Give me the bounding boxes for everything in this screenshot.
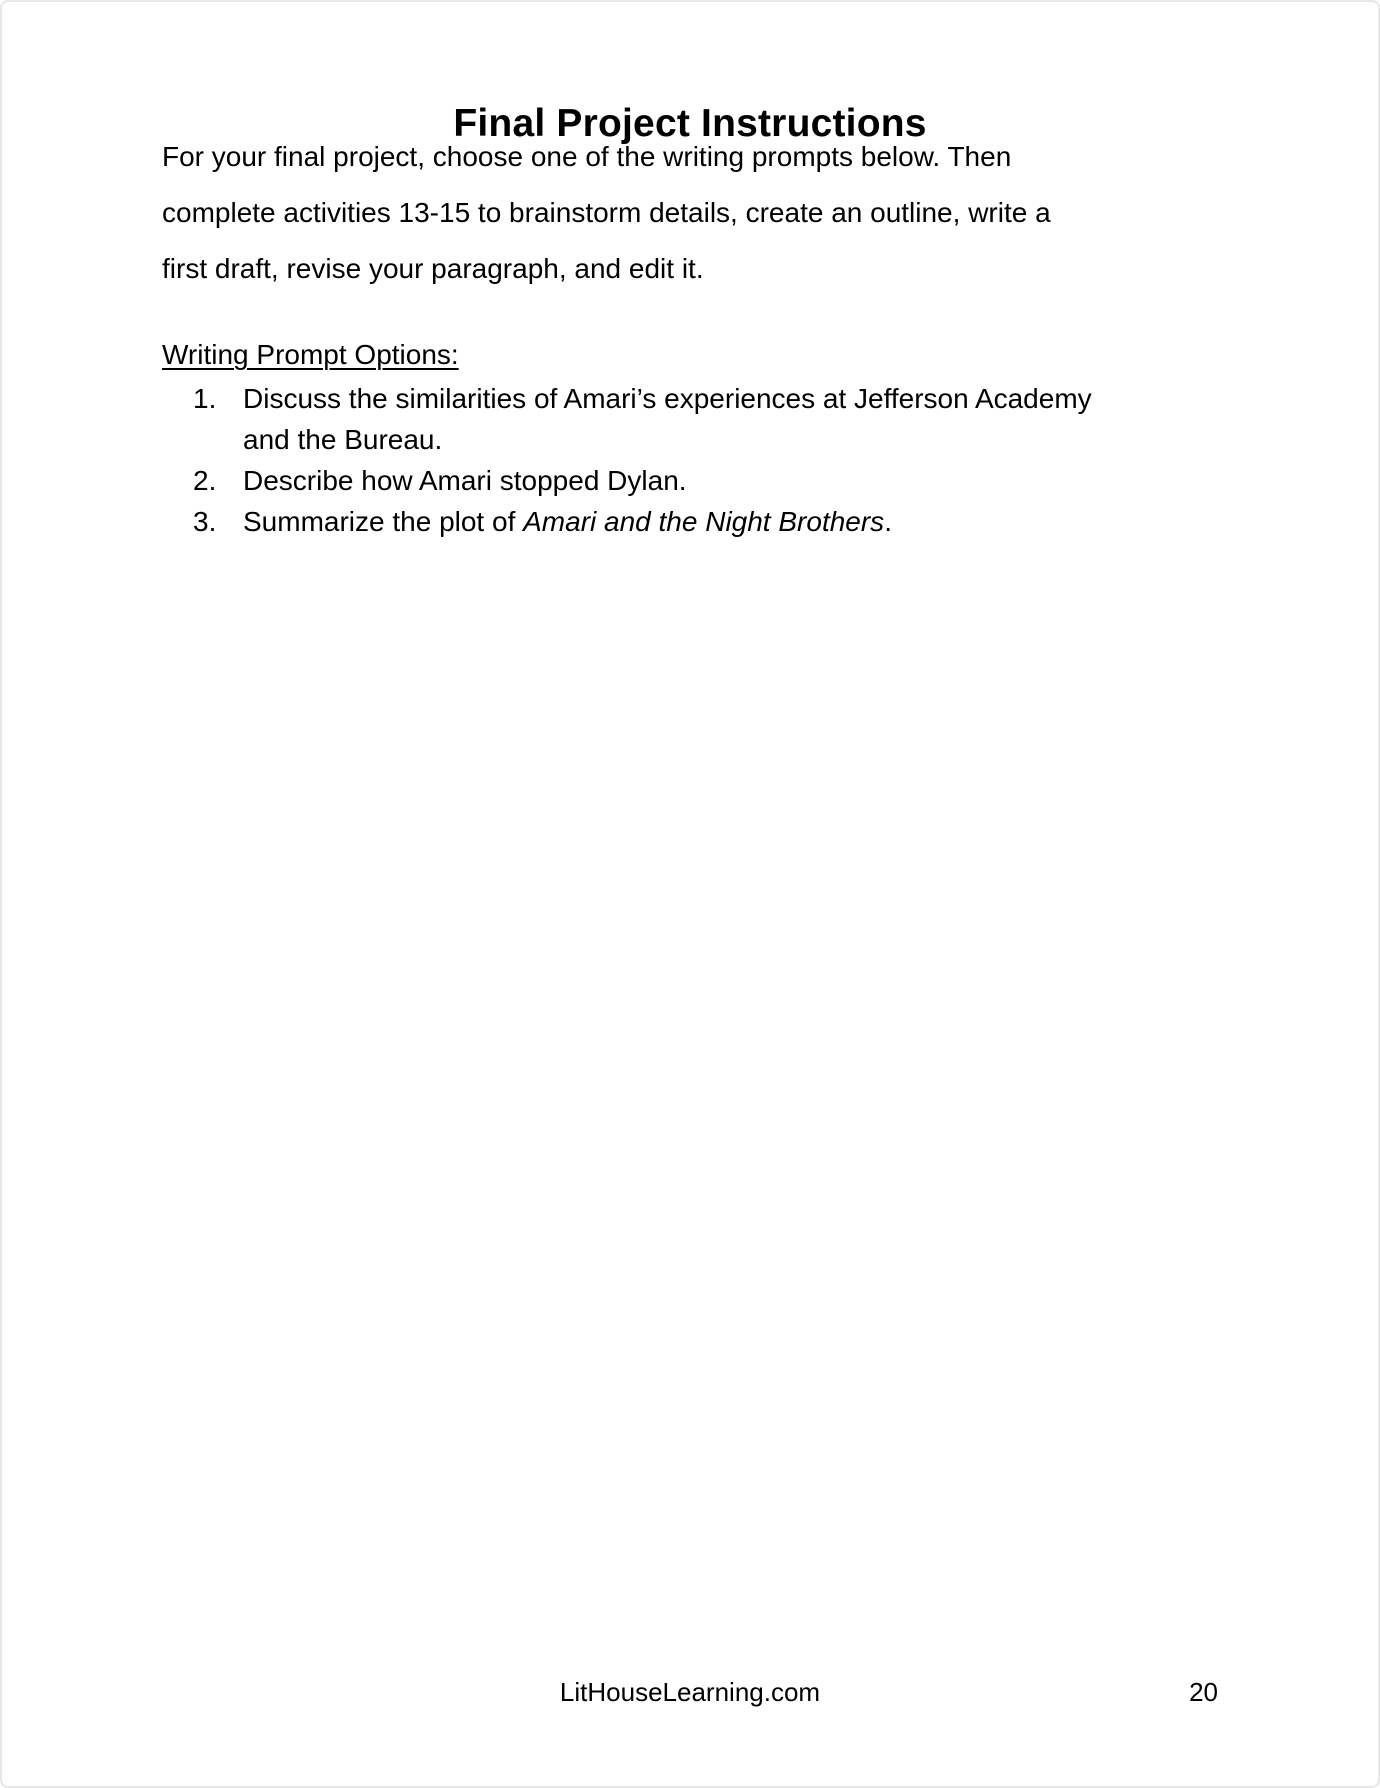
prompt-text: Discuss the similarities of Amari’s experiences at Jefferson Academy bbox=[243, 383, 1092, 414]
writing-prompt-list bbox=[162, 378, 1262, 542]
footer-site-name: LitHouseLearning.com bbox=[559, 1677, 821, 1707]
book-title-text: Amari and the Night Brothers bbox=[523, 506, 885, 537]
writing-prompt-options-heading: Writing Prompt Options: bbox=[162, 339, 459, 370]
prompt-list-line bbox=[162, 378, 1262, 419]
prompt-list-line bbox=[162, 419, 1262, 460]
prompt-number: 2. bbox=[193, 465, 217, 496]
page-title: Final Project Instructions bbox=[453, 102, 927, 146]
intro-line: complete activities 13-15 to brainstorm details, create an outline, write a bbox=[162, 197, 1051, 228]
prompt-number: 3. bbox=[193, 506, 217, 537]
prompt-text: and the Bureau. bbox=[243, 424, 443, 455]
prompt-list-line bbox=[162, 460, 1262, 501]
prompt-number: 1. bbox=[193, 383, 217, 414]
prompt-text: Summarize the plot of bbox=[243, 506, 524, 537]
prompt-list-line bbox=[162, 501, 1262, 542]
page-footer bbox=[162, 1678, 1218, 1708]
prompt-text: Describe how Amari stopped Dylan. bbox=[243, 465, 687, 496]
intro-line: For your final project, choose one of the writing prompts below. Then bbox=[162, 141, 1012, 172]
intro-paragraph bbox=[162, 129, 1218, 297]
intro-line: first draft, revise your paragraph, and edit it. bbox=[162, 253, 704, 284]
footer-page-number: 20 bbox=[1189, 1677, 1218, 1707]
prompt-text: . bbox=[884, 506, 892, 537]
